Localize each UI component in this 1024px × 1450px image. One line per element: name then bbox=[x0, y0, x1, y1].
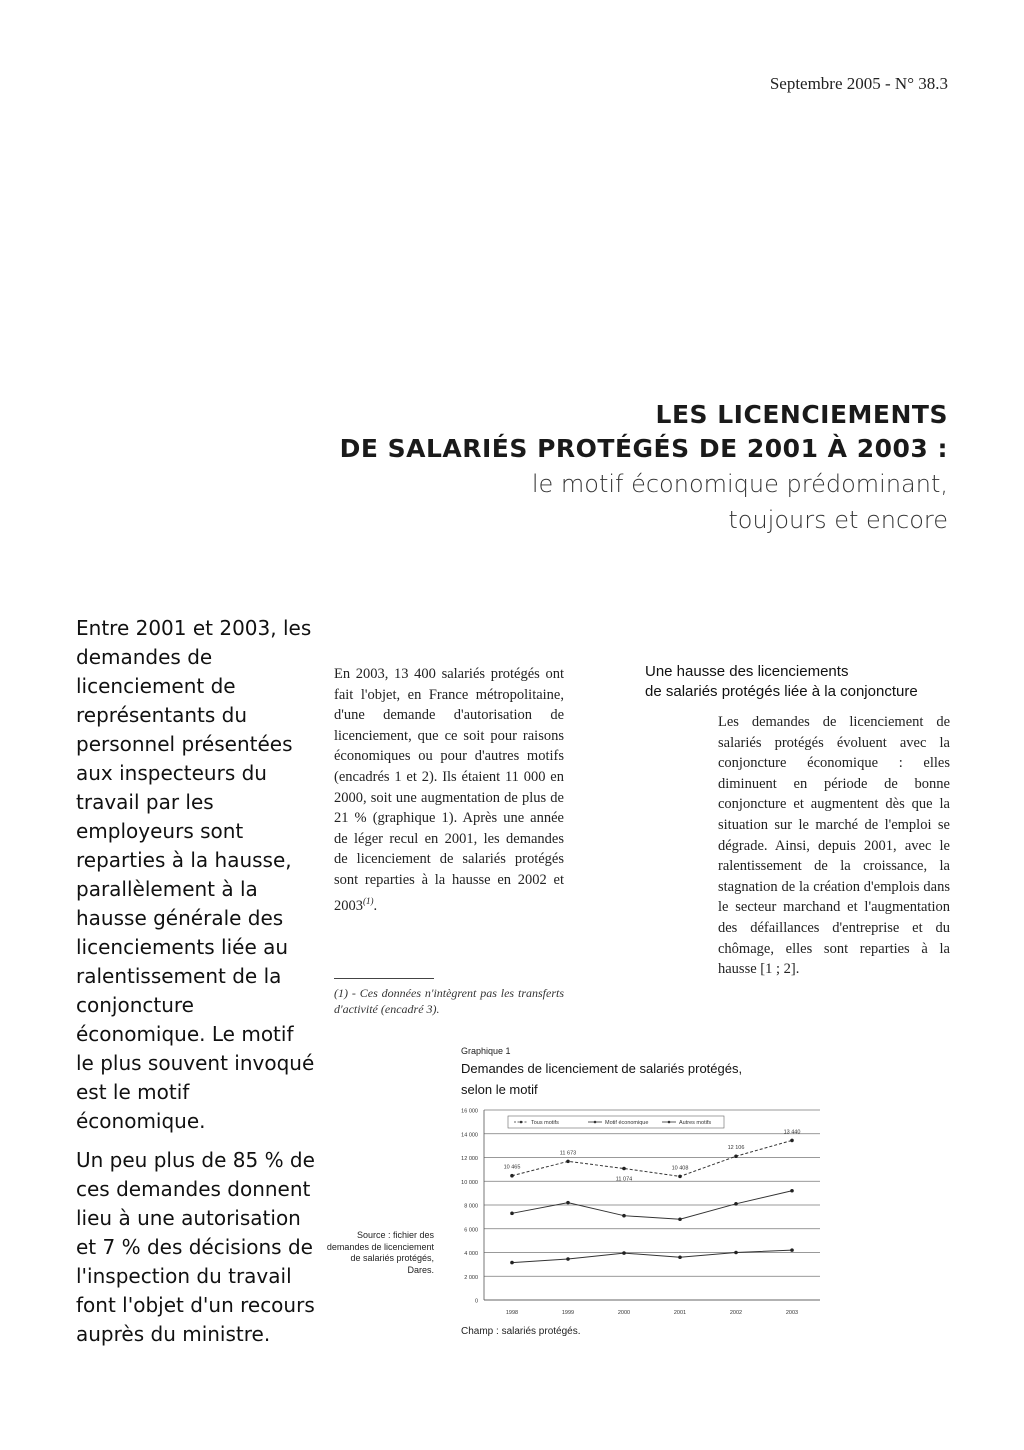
summary-paragraph-2: Un peu plus de 85 % de ces demandes donnent lieu à une autorisation et 7 % des décisions de l'inspection du travail font l'objet d'un recours auprès du ministre. bbox=[76, 1148, 315, 1346]
legend-label: Tous motifs bbox=[531, 1120, 559, 1126]
data-point bbox=[622, 1251, 626, 1255]
legend-marker bbox=[520, 1121, 523, 1124]
right-paragraph: Les demandes de licenciement de salariés protégés évoluent avec la conjoncture économique : elles diminuent en période de bonne conjoncture et augmentent dès que la situation sur le marché de l'emploi se dégrade. Ainsi, depuis 2001, avec le ralentissement de la croissance, la stagnation de la création d'emplois dans le secteur marchand et l'augmentation des défaillances d'entreprise et du chômage, elles sont reparties à la hausse [1 ; 2]. bbox=[718, 714, 950, 978]
footnote-divider bbox=[334, 978, 434, 979]
section-title-line-1: Une hausse des licenciements bbox=[645, 663, 849, 680]
data-point bbox=[510, 1261, 514, 1265]
main-title-line-1: LES LICENCIEMENTS bbox=[655, 400, 948, 429]
data-label: 11 673 bbox=[559, 1150, 577, 1157]
main-title-line-2: DE SALARIÉS PROTÉGÉS DE 2001 À 2003 : bbox=[339, 434, 948, 463]
section-title-line-2: de salariés protégés liée à la conjoncture bbox=[645, 683, 918, 700]
right-column bbox=[718, 712, 950, 980]
graph-title bbox=[461, 1058, 821, 1100]
data-label: 11 074 bbox=[615, 1176, 633, 1183]
title-block bbox=[340, 398, 948, 538]
issue-header: Septembre 2005 - N° 38.3 bbox=[769, 74, 948, 93]
data-point bbox=[734, 1251, 738, 1255]
graph-label: Graphique 1 bbox=[461, 1046, 511, 1056]
y-tick-label: 14 000 bbox=[461, 1132, 478, 1139]
data-label: 10 408 bbox=[671, 1165, 689, 1172]
section-title bbox=[645, 662, 955, 702]
data-point bbox=[622, 1167, 626, 1171]
y-tick-label: 0 bbox=[474, 1298, 478, 1305]
data-point bbox=[734, 1154, 738, 1158]
x-tick-label: 2000 bbox=[617, 1310, 631, 1316]
y-tick-label: 2 000 bbox=[464, 1274, 478, 1281]
graph-title-line-2: selon le motif bbox=[461, 1082, 538, 1097]
y-tick-label: 8 000 bbox=[464, 1203, 478, 1210]
footnote-reference: (1) bbox=[363, 895, 374, 906]
data-label: 13 440 bbox=[783, 1129, 801, 1136]
y-tick-label: 12 000 bbox=[461, 1156, 478, 1162]
summary-block bbox=[76, 614, 316, 1359]
graph-scope: Champ : salariés protégés. bbox=[461, 1326, 581, 1337]
x-tick-label: 1999 bbox=[561, 1310, 575, 1316]
x-tick-label: 2001 bbox=[673, 1310, 687, 1316]
legend-marker bbox=[668, 1121, 671, 1124]
data-point bbox=[734, 1202, 738, 1206]
footnote: (1) - Ces données n'intègrent pas les transferts d'activité (encadré 3). bbox=[334, 986, 564, 1016]
graph-source: Source : fichier des demandes de licenciement de salariés protégés, Dares. bbox=[326, 1230, 434, 1275]
subtitle-line-1: le motif économique prédominant, bbox=[531, 470, 948, 498]
data-point bbox=[790, 1248, 794, 1252]
data-point bbox=[566, 1257, 570, 1261]
data-point bbox=[566, 1201, 570, 1205]
data-point bbox=[790, 1139, 794, 1143]
y-tick-label: 16 000 bbox=[461, 1108, 478, 1115]
middle-paragraph-text: En 2003, 13 400 salariés protégés ont fait l'objet, en France métropolitaine, d'une demande d'autorisation de licenciement, que ce soit pour raisons économiques ou pour d'autres motifs (encadrés 1 et 2). Ils étaient 11 000 en 2000, soit une augmentation de plus de 21 % (graphique 1). Après une année de léger recul en 2001, les demandes de licenciement de salariés protégés sont reparties à la hausse en 2002 et 2003 bbox=[334, 666, 564, 914]
data-point bbox=[790, 1189, 794, 1193]
data-point bbox=[566, 1160, 570, 1164]
data-label: 10 465 bbox=[503, 1164, 521, 1171]
y-tick-label: 10 000 bbox=[461, 1179, 478, 1186]
data-point bbox=[678, 1217, 682, 1221]
line-chart bbox=[440, 1104, 830, 1324]
series-line bbox=[512, 1140, 792, 1176]
data-point bbox=[510, 1174, 514, 1178]
legend-label: Motif économique bbox=[605, 1120, 649, 1126]
legend-label: Autres motifs bbox=[679, 1120, 712, 1126]
data-point bbox=[678, 1175, 682, 1179]
middle-paragraph: En 2003, 13 400 salariés protégés ont fait l'objet, en France métropolitaine, d'une demande d'autorisation de licenciement, que ce soit pour raisons économiques ou pour d'autres motifs (encadrés 1 et 2). Ils étaient 11 000 en 2000, soit une augmentation de plus de 21 % (graphique 1). Après une année de léger recul en 2001, les demandes de licenciement de salariés protégés sont reparties à la hausse en 2002 et 2003$^{(1)}$. bbox=[334, 666, 564, 914]
data-point bbox=[622, 1214, 626, 1218]
data-point bbox=[510, 1212, 514, 1216]
legend-marker bbox=[594, 1121, 597, 1124]
graph-title-line-1: Demandes de licenciement de salariés protégés, bbox=[461, 1061, 743, 1076]
y-tick-label: 6 000 bbox=[464, 1227, 478, 1234]
x-tick-label: 2002 bbox=[729, 1310, 743, 1316]
y-tick-label: 4 000 bbox=[464, 1251, 478, 1257]
x-tick-label: 2003 bbox=[785, 1310, 799, 1316]
data-label: 12 106 bbox=[727, 1145, 745, 1152]
summary-paragraph-1: Entre 2001 et 2003, les demandes de licenciement de représentants du personnel présentées aux inspecteurs du travail par les employeurs sont reparties à la hausse, parallèlement à la hausse générale des licenciements liée au ralentissement de la conjoncture économique. Le motif le plus souvent invoqué est le motif économique. bbox=[76, 616, 315, 1133]
x-tick-label: 1998 bbox=[505, 1310, 519, 1316]
subtitle-line-2: toujours et encore bbox=[728, 506, 948, 534]
middle-column bbox=[334, 664, 564, 916]
series-line bbox=[512, 1250, 792, 1262]
data-point bbox=[678, 1255, 682, 1259]
